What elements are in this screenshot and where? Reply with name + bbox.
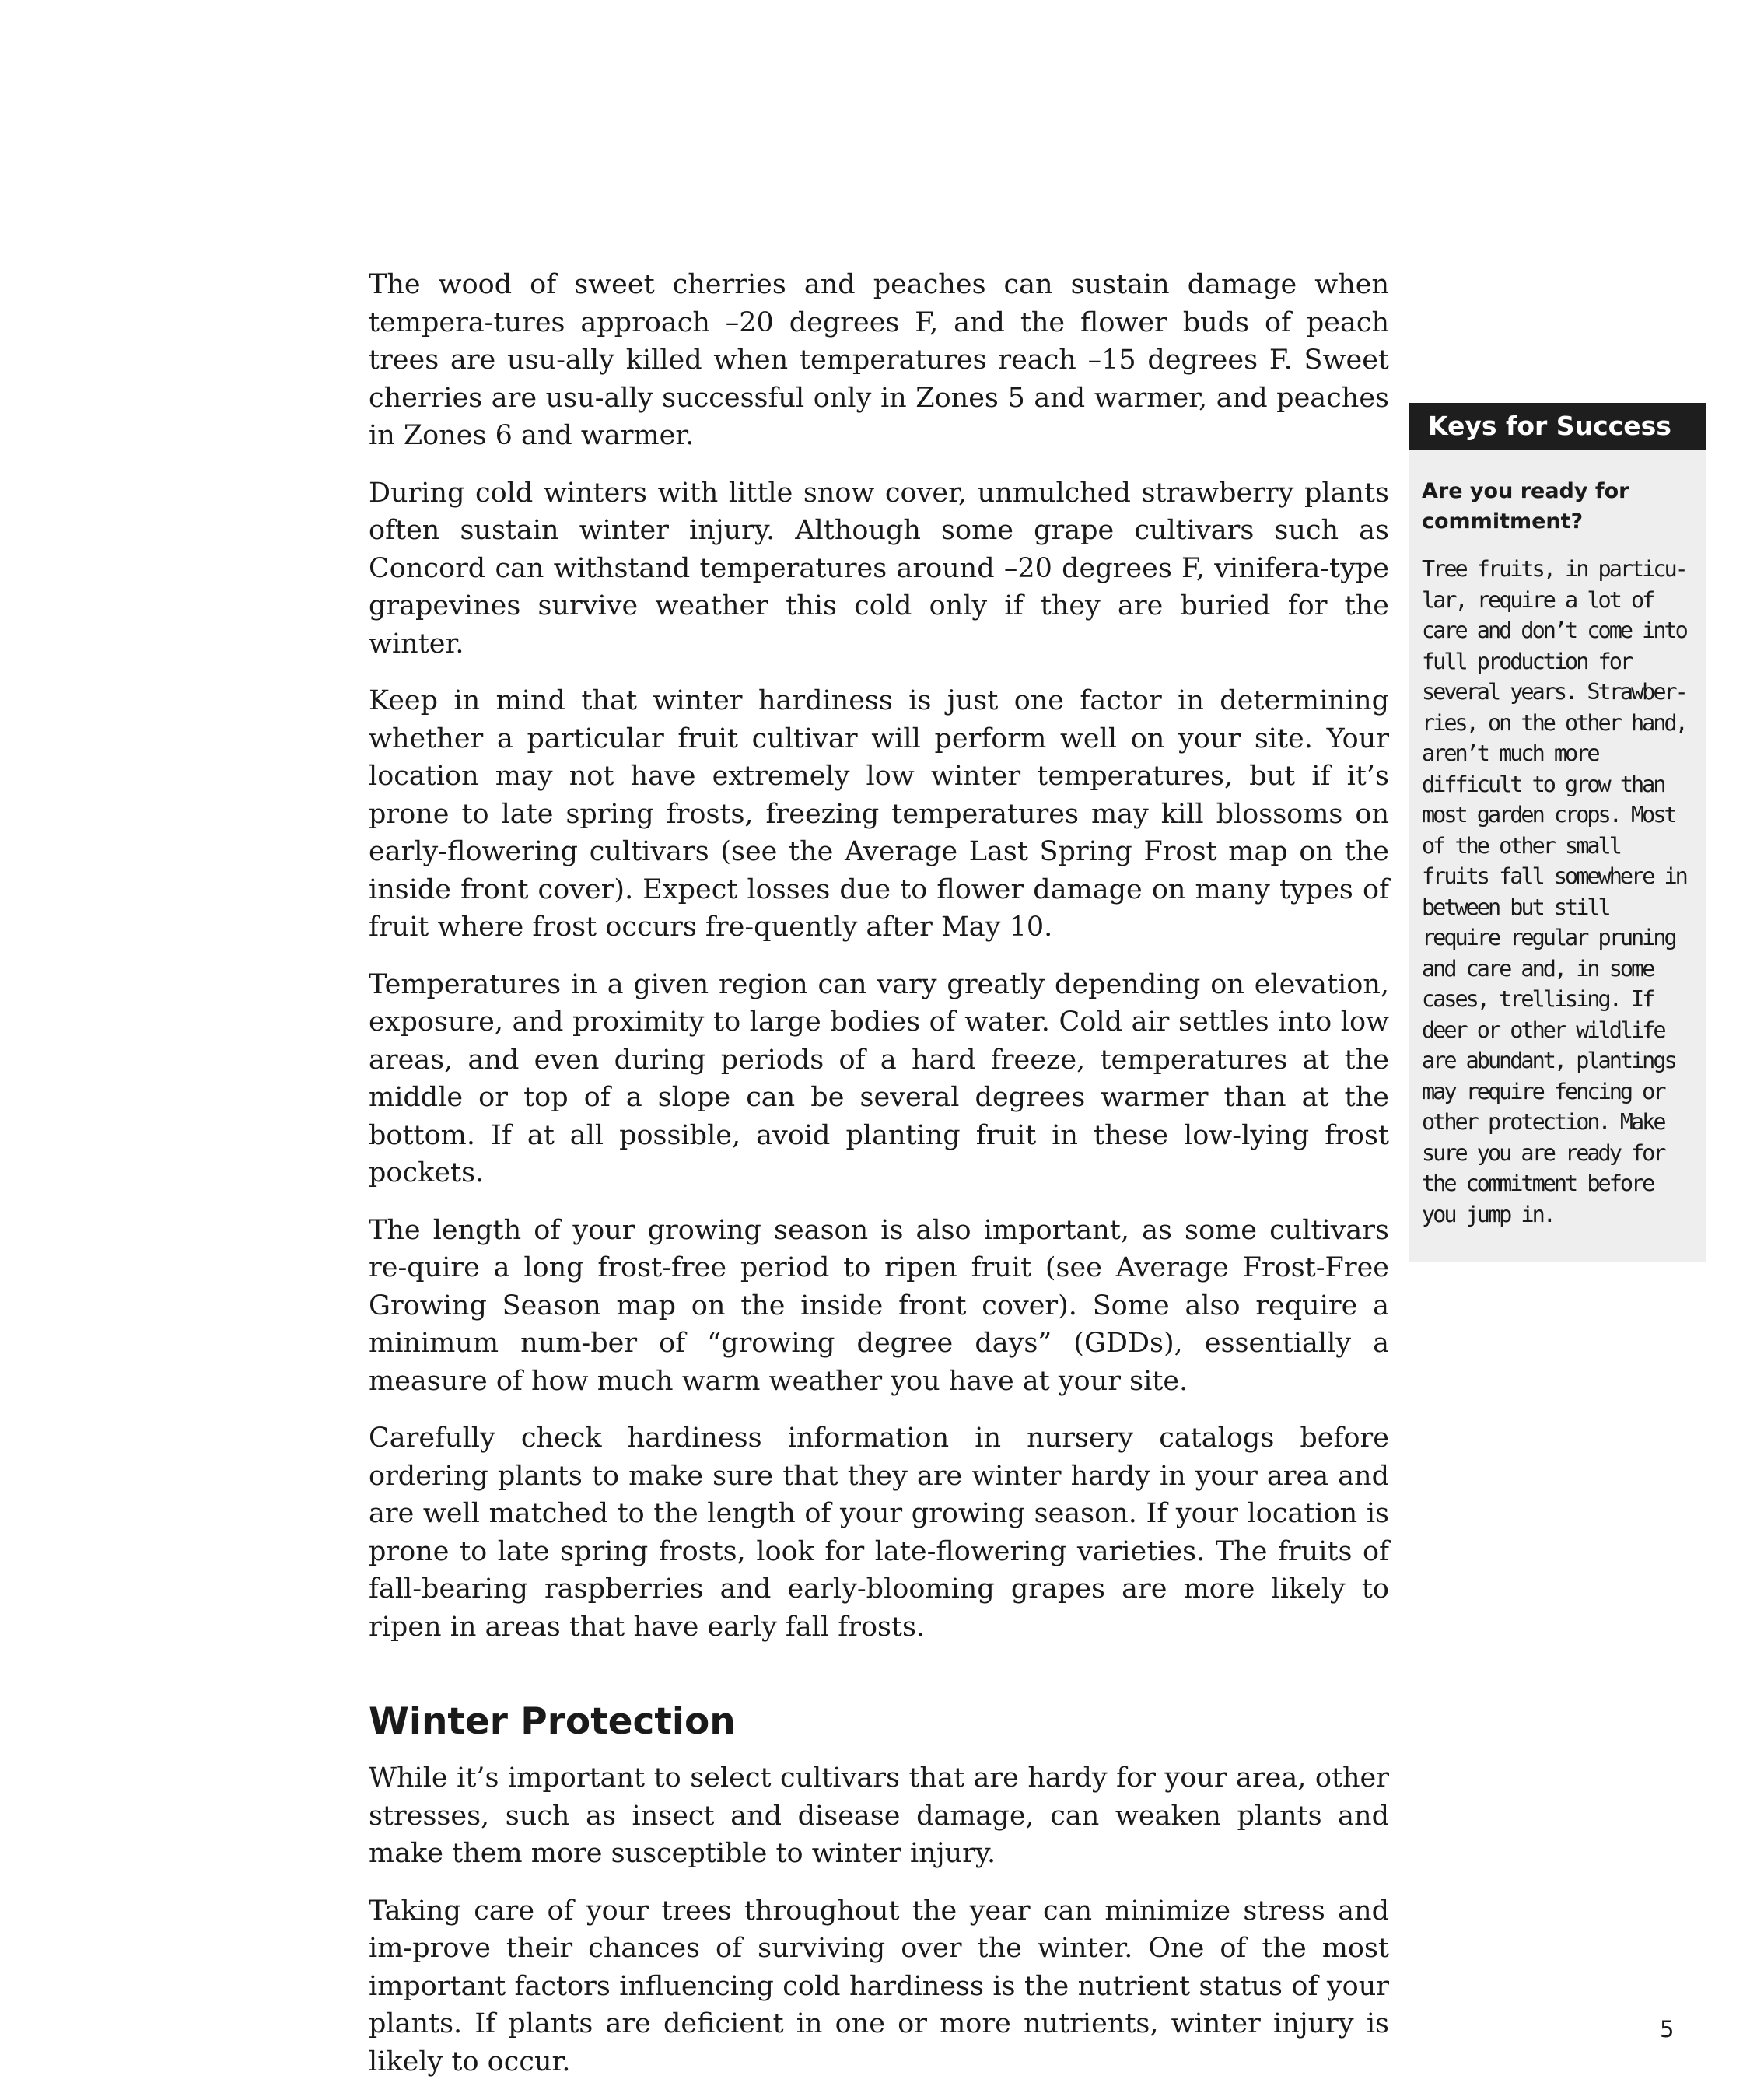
paragraph-growing-season: The length of your growing season is also important, as some cultivars re-quire a long frost-free period to ripen fruit (see Average Frost-Free Growing Season map on the inside front cover). Some also require a minimum num-ber of “growing degree days” (GDDs), essentially a measure of how much warm weather you have at your site. (369, 1214, 1389, 1397)
sidebar-question: Are you ready for commitment? (1422, 479, 1629, 534)
paragraph-other-stresses: While it’s important to select cultivars that are hardy for your area, other stresses, such as insect and disease damage, can weaken plants and make them more susceptible to winter injury. (369, 1762, 1389, 1869)
paragraph-regional-temperatures: Temperatures in a given region can vary greatly depending on elevation, exposure, and proximity to large bodies of water. Cold air settles into low areas, and even during periods of a hard freeze, temperatures at the middle or top of a slope can be several degrees warmer than at the bottom. If at all possible, avoid planting fruit in these low-lying frost pockets. (369, 968, 1389, 1188)
keys-for-success-sidebar (1409, 403, 1706, 1262)
page-number: 5 (1660, 2016, 1675, 2042)
paragraph-nursery-catalogs: Carefully check hardiness information in nursery catalogs before ordering plants to make sure that they are winter hardy in your area and are well matched to the length of your growing season. If your location is prone to late spring frosts, look for late-flowering varieties. The fruits of fall-bearing raspberries and early-blooming grapes are more likely to ripen in areas that have early fall frosts. (369, 1423, 1389, 1643)
paragraph-spring-frosts: Keep in mind that winter hardiness is just one factor in determining whether a particular fruit cultivar will perform well on your site. Your location may not have extremely low winter temperatures, but if it’s prone to late spring frosts, freezing temperatures may kill blossoms on early-flowering cultivars (see the Average Last Spring Frost map on the inside front cover). Expect losses due to flower damage on many types of fruit where frost occurs fre-quently after May 10. (369, 685, 1389, 943)
paragraph-strawberries-grapes: During cold winters with little snow cover, unmulched strawberry plants often sustain winter injury. Although some grape cultivars such as Concord can withstand temperatures around –20 degrees F, vinifera-type grapevines survive weather this cold only if they are buried for the winter. (369, 477, 1389, 660)
sidebar-title: Keys for Success (1409, 403, 1706, 450)
sidebar-body (1409, 450, 1706, 1262)
section-heading-winter-protection: Winter Protection (369, 1700, 736, 1743)
paragraph-hardiness-cherries-peaches: The wood of sweet cherries and peaches can sustain damage when tempera-tures approach –20 degrees F, and the flower buds of peach trees are usu-ally killed when temperatures reach –15 degrees F. Sweet cherries are usu-ally successful only in Zones 5 and warmer, and peaches in Zones 6 and warmer. (369, 269, 1389, 451)
main-text-column (369, 266, 1389, 2100)
sidebar-text: Tree fruits, in particu-lar, require a lot of care and don’t come into full production for several years. Strawber-ries, on the other hand, aren’t much more difficult to grow than most garden crops. Most of the other small fruits fall somewhere in between but still require regular pruning and care and, in some cases, trellising. If deer or other wildlife are abundant, plantings may require fencing or other protection. Make sure you are ready for the commitment before you jump in. (1422, 556, 1686, 1227)
paragraph-nutrient-status: Taking care of your trees throughout the year can minimize stress and im-prove their chances of surviving over the winter. One of the most important factors influencing cold hardiness is the nutrient status of your plants. If plants are deficient in one or more nutrients, winter injury is likely to occur. (369, 1895, 1389, 2077)
